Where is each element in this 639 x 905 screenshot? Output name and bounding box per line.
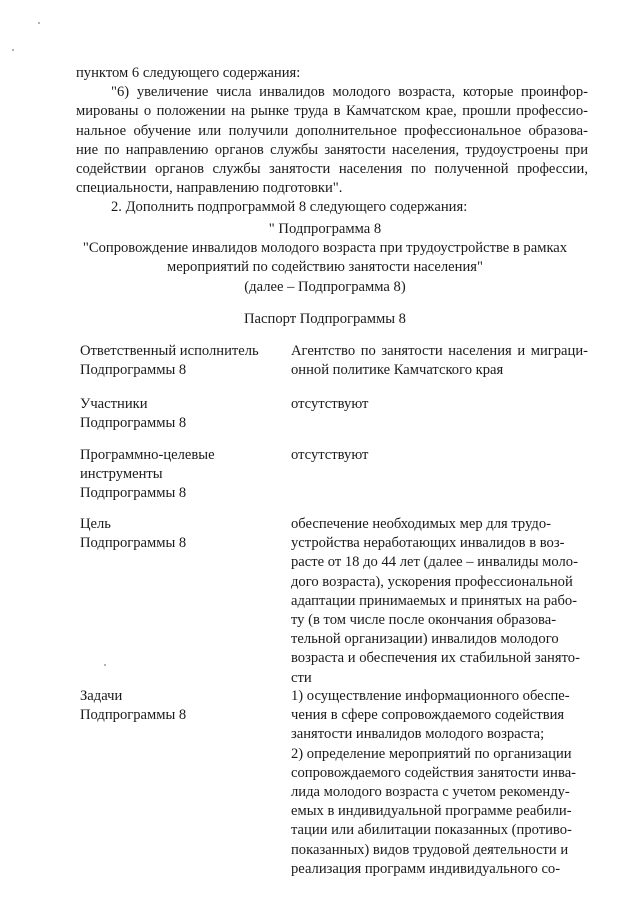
item6-line: ние по направлению органов службы занятости населения, трудоустроены при [76, 141, 588, 158]
item6-line: нальное обучение или получили дополнительное профессиональное образова- [76, 122, 588, 139]
intro-lead: пунктом 6 следующего содержания: [76, 65, 301, 81]
scan-speck [38, 22, 40, 24]
item6-line: содействии органов службы занятости населения по полученной профессии, [76, 161, 588, 178]
item6-line: мированы о положении на рынке труда в Камчатском крае, прошли профессио- [76, 103, 588, 120]
scan-speck [104, 664, 106, 666]
passport-row-label: Участники Подпрограммы 8 [80, 396, 187, 432]
subprogram-abbr: (далее – Подпрограмма 8) [244, 278, 406, 295]
point-2: 2. Дополнить подпрограммой 8 следующего содержания: [111, 199, 468, 216]
passport-row-label: Задачи Подпрограммы 8 [80, 688, 187, 724]
subprogram-name-line: мероприятий по содействию занятости населения" [167, 259, 483, 276]
passport-row-value: Агентство по занятости населения и миграци- онной политике Камчатского края [291, 343, 588, 379]
passport-heading: Паспорт Подпрограммы 8 [244, 311, 406, 327]
scan-speck [12, 49, 14, 51]
passport-row-value: обеспечение необходимых мер для трудо- устройства неработающих инвалидов в воз- расте от 18 до 44 лет (далее – инвалиды моло- дого возраста), ускорения профессиональной адаптации принимаемых и принятых на рабо- ту (в том числе после окончания образова- тельной организации) инвалидов молодого возраста и обеспечения их стабильной занято- сти [291, 516, 580, 686]
passport-row-label: Ответственный исполнитель Подпрограммы 8 [80, 343, 259, 379]
passport-row-value: 1) осуществление информационного обеспе- чения в сфере сопровождаемого содействия занятости инвалидов молодого возраста; 2) определение мероприятий по организации сопровождаемого содействия занятости инва- лида молодого возраста с учетом рекоменду- емых в индивидуальной программе реабили- тации или абилитации показанных (противо- показанных) видов трудовой деятельности и реализация программ индивидуального со- [291, 688, 577, 877]
item6-line: специальности, направлению подготовки". [76, 180, 343, 197]
intro-paragraph [76, 64, 588, 218]
item6-line: "6) увеличение числа инвалидов молодого возраста, которые проинфор- [111, 84, 588, 101]
subprogram-name-line: "Сопровождение инвалидов молодого возраста при трудоустройстве в рамках [82, 240, 568, 257]
subprogram-title: " Подпрограмма 8 [268, 221, 382, 237]
passport-row-label: Программно-целевые инструменты Подпрограммы 8 [80, 447, 215, 502]
passport-row-value: отсутствуют [291, 396, 369, 412]
subprogram-title-block [60, 220, 590, 297]
passport-row-value: отсутствуют [291, 447, 369, 463]
passport-row-label: Цель Подпрограммы 8 [80, 516, 187, 552]
